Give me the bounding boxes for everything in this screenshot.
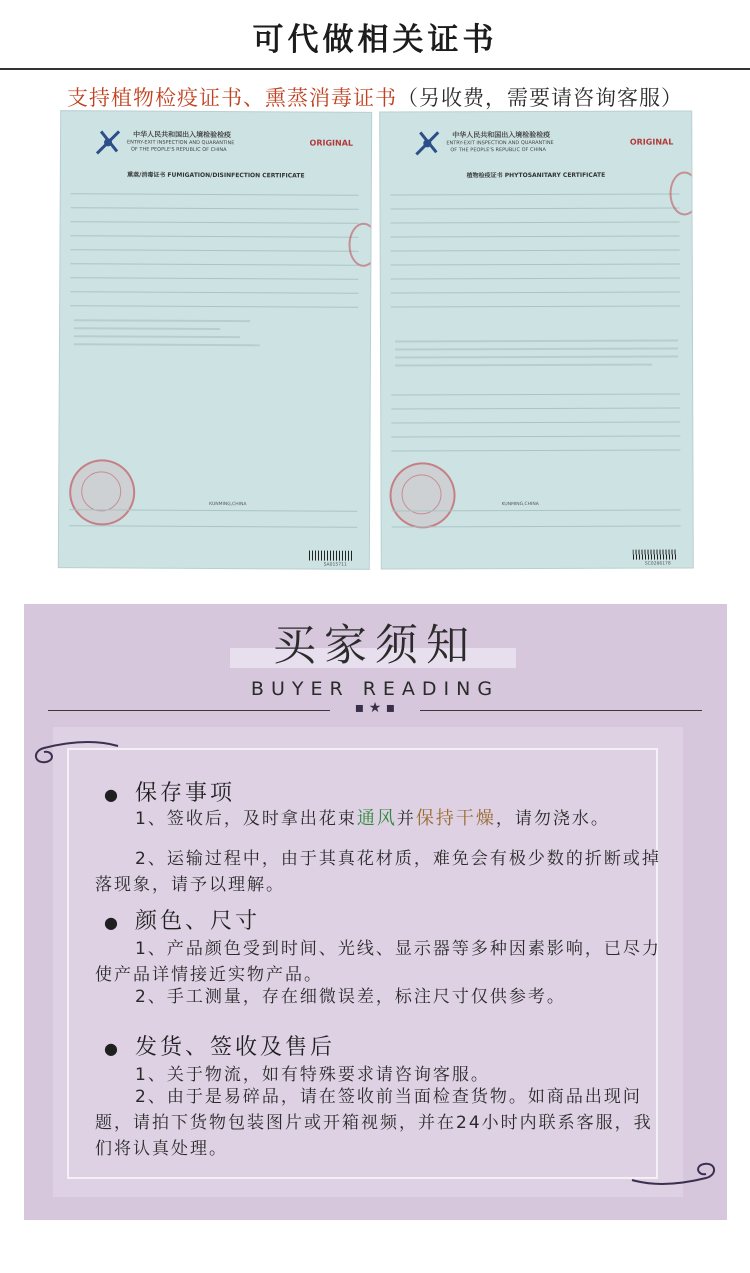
form-line — [391, 277, 680, 279]
cert-title: 植物检疫证书 PHYTOSANITARY CERTIFICATE — [466, 171, 606, 180]
form-line — [70, 291, 358, 294]
inspection-emblem-icon — [93, 127, 123, 157]
buyer-reading-subtitle: BUYER READING — [250, 678, 500, 700]
shipping-tip-1: 1、关于物流，如有特殊要求请咨询客服。 — [135, 1065, 490, 1085]
serial-number: SA015711 — [323, 562, 347, 568]
section-heading-shipping — [104, 1030, 335, 1061]
top-banner — [0, 0, 750, 70]
form-line — [391, 421, 680, 423]
form-line — [391, 305, 680, 307]
bullet-icon: ● — [104, 1039, 121, 1058]
seal-stamp — [348, 223, 371, 267]
phytosanitary-certificate-image — [380, 111, 693, 568]
form-line — [70, 249, 358, 252]
section-heading-color-size — [104, 904, 260, 935]
form-line — [71, 221, 359, 224]
barcode — [309, 550, 353, 560]
certificate-note — [0, 82, 750, 112]
cert-cn-header: 中华人民共和国出入境检验检疫 — [133, 130, 232, 140]
size-tip-2: 2、手工测量，存在细微误差，标注尺寸仅供参考。 — [135, 987, 566, 1007]
original-stamp: ORIGINAL — [629, 137, 674, 147]
cert-cn-header: 中华人民共和国出入境检验检疫 — [452, 130, 551, 140]
original-stamp: ORIGINAL — [309, 138, 354, 148]
buyer-reading-title: 买家须知 — [273, 621, 477, 671]
swirl-ornament-icon — [630, 1158, 720, 1193]
cert-en-header: ENTRY-EXIT INSPECTION AND QUARANTINE — [127, 139, 235, 147]
tip-text: 1、签收后，及时拿出花束 — [135, 809, 357, 829]
place-of-issue: KUNMING,CHINA — [209, 501, 247, 508]
color-tip-1: 1、产品颜色受到时间、光线、显示器等多种因素影响，已尽力使产品详情接近实物产品。 — [95, 939, 661, 985]
text-line — [74, 327, 220, 330]
certificate-note-main: 支持植物检疫证书、熏蒸消毒证书 — [67, 86, 397, 110]
text-line — [395, 356, 678, 359]
form-line — [71, 193, 359, 196]
form-line — [391, 263, 680, 265]
cert-en-header-2: OF THE PEOPLE'S REPUBLIC OF CHINA — [130, 146, 227, 154]
seal-stamp — [669, 171, 692, 215]
red-seal-stamp — [69, 459, 135, 525]
form-line — [69, 525, 357, 528]
tip-text: ，请勿浇水。 — [495, 809, 610, 829]
form-line — [392, 509, 681, 511]
form-line — [391, 393, 680, 395]
form-line — [390, 193, 679, 195]
form-line — [391, 291, 680, 293]
form-line — [391, 407, 680, 409]
highlight-keep-dry: 保持干燥 — [415, 808, 496, 829]
cert-en-header: ENTRY-EXIT INSPECTION AND QUARANTINE — [446, 139, 554, 147]
title-underline — [0, 68, 750, 70]
shipping-tip-2: 2、由于是易碎品，请在签收前当面检查货物。如商品出现问题，请拍下货物包装图片或开箱视频，并在24小时内联系客服，我们将认真处理。 — [95, 1087, 653, 1159]
storage-tip-2: 2、运输过程中，由于其真花材质，难免会有极少数的折断或掉落现象，请予以理解。 — [95, 849, 661, 895]
certificate-note-fee: （另收费，需要请咨询客服） — [397, 86, 683, 110]
form-line — [70, 277, 358, 280]
form-line — [70, 305, 358, 308]
tip-text: 并 — [396, 809, 416, 829]
form-line — [391, 207, 680, 209]
star-ornament-icon: ▪ ★ ▪ — [330, 700, 420, 722]
form-line — [392, 525, 681, 527]
text-line — [395, 364, 652, 367]
text-line — [74, 335, 240, 338]
red-seal-stamp — [389, 462, 455, 528]
section-heading-storage — [104, 776, 235, 807]
form-line — [391, 449, 680, 451]
cert-title: 熏蒸/消毒证书 FUMIGATION/DISINFECTION CERTIFICATE — [127, 171, 305, 180]
page-title: 可代做相关证书 — [252, 22, 498, 58]
place-of-issue: KUNMING,CHINA — [501, 501, 539, 508]
section-heading-text: 保存事项 — [134, 781, 235, 806]
text-line — [74, 343, 260, 346]
barcode — [633, 550, 677, 560]
serial-number: SC0286178 — [644, 561, 671, 567]
text-line — [395, 340, 678, 343]
cert-en-header-2: OF THE PEOPLE'S REPUBLIC OF CHINA — [450, 146, 546, 154]
section-heading-text: 发货、签收及售后 — [134, 1035, 335, 1060]
section-heading-text: 颜色、尺寸 — [134, 909, 260, 934]
text-line — [395, 348, 678, 351]
form-line — [71, 207, 359, 210]
form-line — [71, 235, 359, 238]
bullet-icon: ● — [104, 785, 121, 804]
highlight-ventilate: 通风 — [356, 808, 397, 829]
swirl-ornament-icon — [30, 738, 120, 773]
storage-tip-1 — [95, 806, 665, 832]
fumigation-certificate-image — [59, 111, 371, 569]
form-line — [391, 435, 680, 437]
form-line — [391, 249, 680, 251]
form-line — [391, 221, 680, 223]
form-line — [391, 235, 680, 237]
form-line — [70, 263, 358, 266]
bullet-icon: ● — [104, 913, 121, 932]
text-line — [74, 319, 250, 322]
inspection-emblem-icon — [412, 128, 442, 158]
